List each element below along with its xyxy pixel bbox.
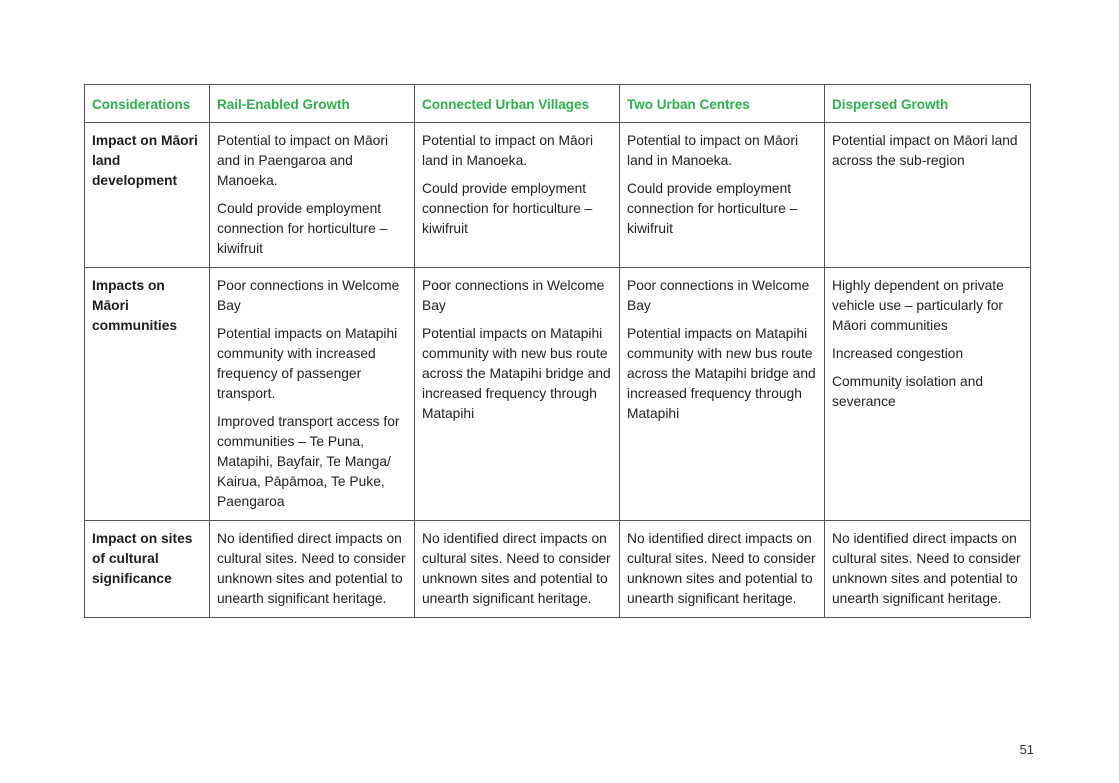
header-rail-enabled-growth: Rail-Enabled Growth (210, 85, 415, 123)
cell-paragraph: Improved transport access for communities – Te Puna, Matapihi, Bayfair, Te Manga/ Kairua, Pāpāmoa, Te Puke, Paengaroa (217, 414, 400, 509)
header-considerations: Considerations (85, 85, 210, 123)
cell-paragraph: Community isolation and severance (832, 374, 984, 409)
table-cell (825, 521, 1031, 618)
table-cell (210, 521, 415, 618)
cell-paragraph: Potential impacts on Matapihi community with new bus route across the Matapihi bridge and increased frequency through Matapihi (627, 326, 816, 421)
table-cell (620, 521, 825, 618)
table-cell (210, 268, 415, 521)
table-row (85, 521, 1031, 618)
cell-paragraph: Potential to impact on Māori land in Manoeka. (627, 133, 799, 168)
table-cell (620, 123, 825, 268)
table-cell (415, 123, 620, 268)
cell-paragraph: Potential impacts on Matapihi community with new bus route across the Matapihi bridge and increased frequency through Matapihi (422, 326, 611, 421)
row-label: Impact on Māori land development (85, 123, 210, 268)
header-two-urban-centres: Two Urban Centres (620, 85, 825, 123)
table-cell (210, 123, 415, 268)
table-cell (620, 268, 825, 521)
cell-paragraph: Increased congestion (832, 346, 964, 361)
cell-paragraph: No identified direct impacts on cultural sites. Need to consider unknown sites and potential to unearth significant heritage. (832, 531, 1021, 606)
header-dispersed-growth: Dispersed Growth (825, 85, 1031, 123)
table-row (85, 268, 1031, 521)
table-header-row (85, 85, 1031, 123)
cell-paragraph: No identified direct impacts on cultural sites. Need to consider unknown sites and potential to unearth significant heritage. (422, 531, 611, 606)
cell-paragraph: Highly dependent on private vehicle use – particularly for Māori communities (832, 278, 1004, 333)
page-number: 51 (1019, 742, 1034, 757)
table-cell (415, 268, 620, 521)
cell-paragraph: Could provide employment connection for horticulture – kiwifruit (627, 181, 798, 236)
row-label: Impacts on Māori communities (85, 268, 210, 521)
cell-paragraph: Poor connections in Welcome Bay (627, 278, 810, 313)
cell-paragraph: Could provide employment connection for horticulture – kiwifruit (422, 181, 593, 236)
header-connected-urban-villages: Connected Urban Villages (415, 85, 620, 123)
table-row (85, 123, 1031, 268)
table-cell (825, 268, 1031, 521)
cell-paragraph: Potential to impact on Māori and in Paengaroa and Manoeka. (217, 133, 389, 188)
cell-paragraph: Potential impacts on Matapihi community with increased frequency of passenger transport. (217, 326, 398, 401)
cell-paragraph: Potential to impact on Māori land in Manoeka. (422, 133, 594, 168)
cell-paragraph: No identified direct impacts on cultural sites. Need to consider unknown sites and potential to unearth significant heritage. (627, 531, 816, 606)
cell-paragraph: Potential impact on Māori land across the sub-region (832, 133, 1018, 168)
cell-paragraph: Could provide employment connection for horticulture – kiwifruit (217, 201, 388, 256)
cell-paragraph: Poor connections in Welcome Bay (422, 278, 605, 313)
table-cell (415, 521, 620, 618)
cell-paragraph: Poor connections in Welcome Bay (217, 278, 400, 313)
row-label: Impact on sites of cultural significance (85, 521, 210, 618)
cell-paragraph: No identified direct impacts on cultural sites. Need to consider unknown sites and potential to unearth significant heritage. (217, 531, 406, 606)
table-cell (825, 123, 1031, 268)
considerations-table (84, 84, 1031, 618)
